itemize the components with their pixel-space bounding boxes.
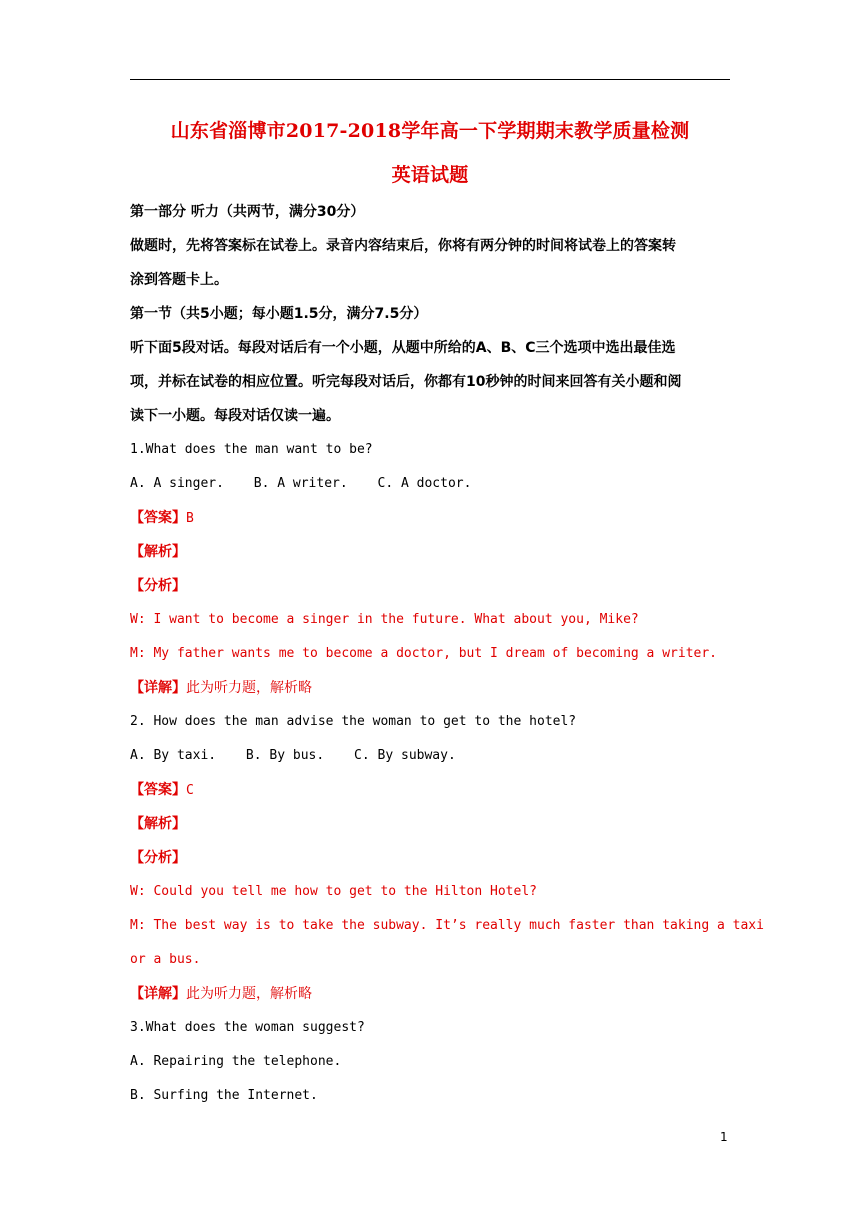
instruction-line: 做题时，先将答案标在试卷上。录音内容结束后，你将有两分钟的时间将试卷上的答案转: [130, 238, 676, 254]
answer-row: [130, 781, 730, 800]
dialogue-line: M: The best way is to take the subway. It’s really much faster than taking a taxi: [130, 918, 764, 933]
part1-heading: 第一部分 听力（共两节，满分30分）: [130, 204, 365, 220]
detail-label: 【详解】: [130, 986, 186, 1002]
detail-text: 此为听力题，解析略: [186, 680, 312, 696]
question-3: 3.What does the woman suggest?: [130, 1020, 365, 1035]
doc-subtitle: 英语试题: [391, 164, 469, 186]
option-c: C. By subway.: [354, 748, 456, 763]
option-a: A. By taxi.: [130, 748, 217, 763]
dialogue-line: M: My father wants me to become a doctor, but I dream of becoming a writer.: [130, 646, 717, 661]
instruction-line: 涂到答题卡上。: [130, 272, 228, 288]
dialogue-line: or a bus.: [130, 952, 201, 967]
header-rule: [130, 79, 730, 80]
fenxi-label: 【分析】: [130, 578, 186, 594]
doc-title: 山东省淄博市2017-2018学年高一下学期期末教学质量检测: [170, 120, 690, 142]
detail-text: 此为听力题，解析略: [186, 986, 312, 1002]
option-a: A. A singer.: [130, 476, 224, 491]
dialogue-line: W: I want to become a singer in the future. What about you, Mike?: [130, 612, 639, 627]
detail-row: [130, 679, 730, 697]
fenxi-label: 【分析】: [130, 850, 186, 866]
detail-row: [130, 985, 730, 1003]
question-1: 1.What does the man want to be?: [130, 442, 373, 457]
instruction-line: 听下面5段对话。每段对话后有一个小题，从题中所给的A、B、C三个选项中选出最佳选: [130, 340, 676, 356]
instruction-line: 项，并标在试卷的相应位置。听完每段对话后，你都有10秒钟的时间来回答有关小题和阅: [130, 374, 682, 390]
question-2-options: [130, 747, 730, 765]
answer-label: 【答案】: [130, 510, 186, 526]
answer-value: B: [186, 511, 194, 526]
question-2: 2. How does the man advise the woman to get to the hotel?: [130, 714, 577, 729]
jiexi-label: 【解析】: [130, 544, 186, 560]
option-a: A. Repairing the telephone.: [130, 1054, 342, 1069]
question-1-options: [130, 475, 730, 493]
option-b: B. By bus.: [245, 748, 325, 763]
option-b: B. Surfing the Internet.: [130, 1088, 318, 1103]
instruction-line: 读下一小题。每段对话仅读一遍。: [130, 408, 340, 424]
jiexi-label: 【解析】: [130, 816, 186, 832]
dialogue-line: W: Could you tell me how to get to the Hilton Hotel?: [130, 884, 537, 899]
option-c: C. A doctor.: [377, 476, 472, 491]
option-b: B. A writer.: [253, 476, 348, 491]
answer-label: 【答案】: [130, 782, 186, 798]
answer-row: [130, 509, 730, 528]
page-number: 1: [720, 1130, 728, 1144]
section1-heading: 第一节（共5小题；每小题1.5分，满分7.5分）: [130, 306, 428, 322]
answer-value: C: [186, 783, 194, 798]
detail-label: 【详解】: [130, 680, 186, 696]
